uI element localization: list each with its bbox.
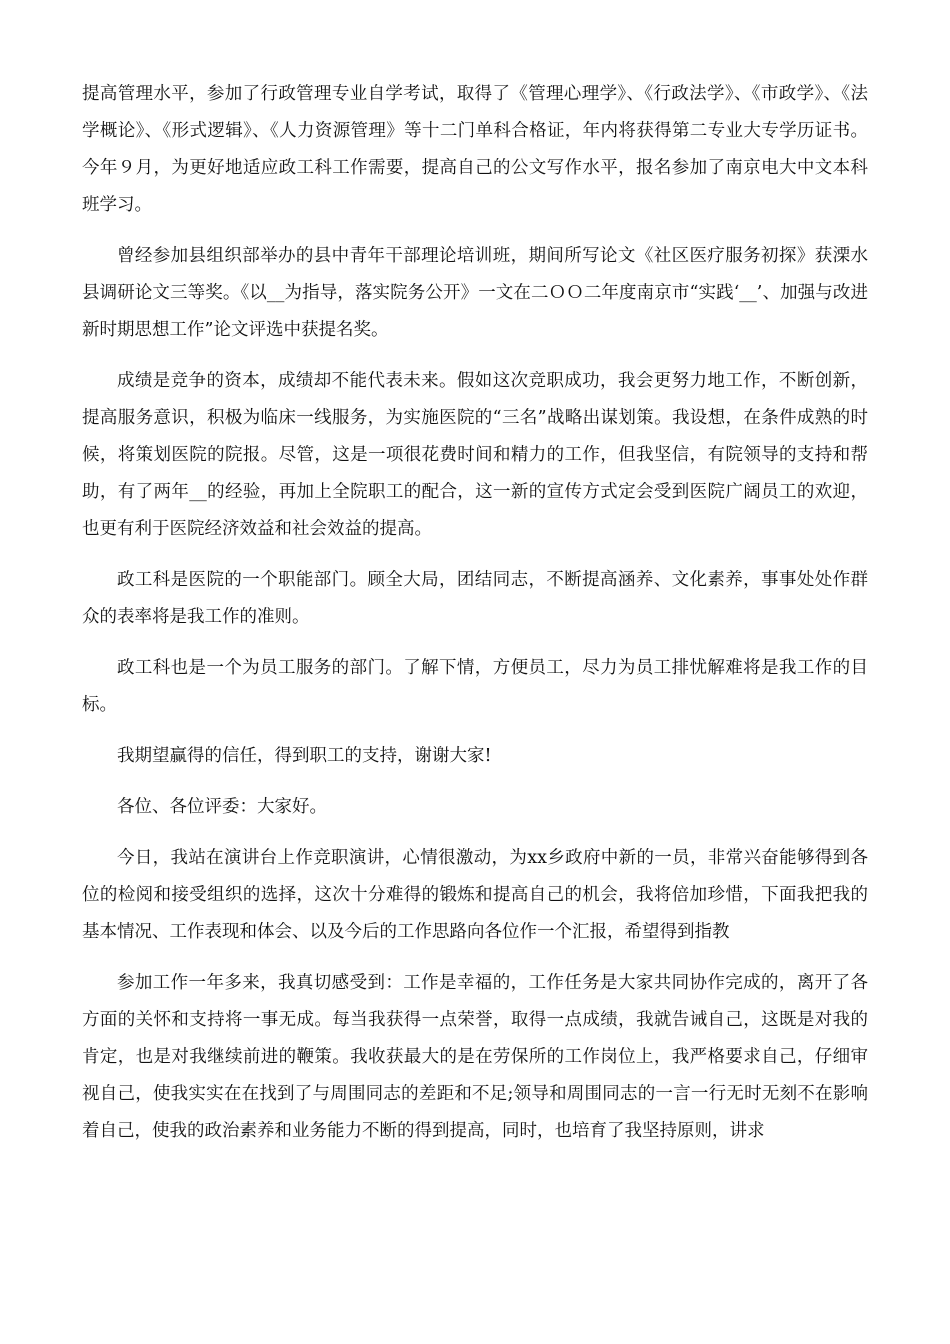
document-body [82,76,868,1164]
paragraph-1: 提高管理水平，参加了行政管理专业自学考试，取得了《管理心理学》、《行政法学》、《市政学》、《法学概论》、《形式逻辑》、《人力资源管理》等十二门单科合格证，年内将获得第二专业大专学历证书。今年９月，为更好地适应政工科工作需要，提高自己的公文写作水平，报名参加了南京电大中文本科班学习。 [82,84,868,215]
paragraph-7: 各位、各位评委：大家好。 [117,797,327,817]
paragraph-6: 我期望赢得的信任，得到职工的支持，谢谢大家! [117,746,492,766]
paragraph-9: 参加工作一年多来，我真切感受到：工作是幸福的，工作任务是大家共同协作完成的，离开了各方面的关怀和支持将一事无成。每当我获得一点荣誉，取得一点成绩，我就告诫自己，这既是对我的肯定，也是对我继续前进的鞭策。我收获最大的是在劳保所的工作岗位上，我严格要求自己，仔细审视自己，使我实实在在找到了与周围同志的差距和不足;领导和周围同志的一言一行无时无刻不在影响着自己，使我的政治素养和业务能力不断的得到提高，同时，也培育了我坚持原则，讲求 [82,973,868,1141]
paragraph-4: 政工科是医院的一个职能部门。顾全大局，团结同志，不断提高涵养、文化素养，事事处处作群众的表率将是我工作的准则。 [82,570,868,627]
paragraph-8: 今日，我站在演讲台上作竞职演讲，心情很激动，为xx乡政府中新的一员，非常兴奋能够得到各位的检阅和接受组织的选择，这次十分难得的锻炼和提高自己的机会，我将倍加珍惜，下面我把我的基本情况、工作表现和体会、以及今后的工作思路向各位作一个汇报，希望得到指教 [82,848,868,942]
paragraph-3: 成绩是竞争的资本，成绩却不能代表未来。假如这次竞职成功，我会更努力地工作，不断创新，提高服务意识，积极为临床一线服务，为实施医院的“三名”战略出谋划策。我设想，在条件成熟的时候，将策划医院的院报。尽管，这是一项很花费时间和精力的工作，但我坚信，有院领导的支持和帮助，有了两年__的经验，再加上全院职工的配合，这一新的宣传方式定会受到医院广阔员工的欢迎，也更有利于医院经济效益和社会效益的提高。 [82,371,868,539]
paragraph-5: 政工科也是一个为员工服务的部门。了解下情，方便员工，尽力为员工排忧解难将是我工作的目标。 [82,658,868,715]
paragraph-2: 曾经参加县组织部举办的县中青年干部理论培训班，期间所写论文《社区医疗服务初探》获溧水县调研论文三等奖。《以__为指导，落实院务公开》一文在二ＯＯ二年度南京市“实践‘__’、加强与改进新时期思想工作”论文评选中获提名奖。 [82,246,868,340]
